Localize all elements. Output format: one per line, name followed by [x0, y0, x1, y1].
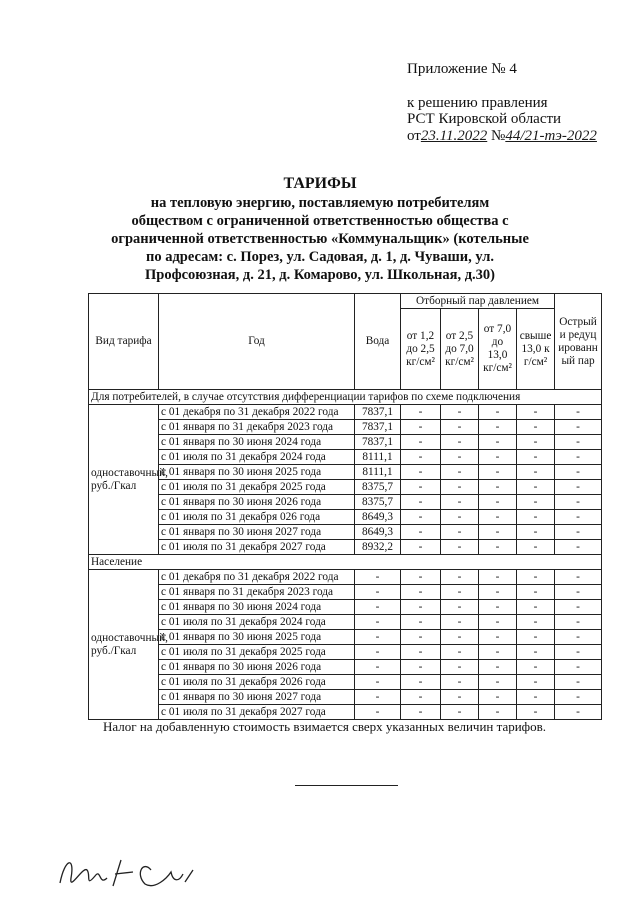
- water-value: 8932,2: [355, 540, 401, 555]
- appendix-number: Приложение № 4: [407, 61, 517, 77]
- dash-cell: -: [401, 435, 441, 450]
- dash-cell: -: [479, 600, 517, 615]
- dash-cell: -: [479, 450, 517, 465]
- dash-cell: -: [555, 435, 602, 450]
- dash-cell: -: [555, 600, 602, 615]
- period-cell: с 01 января по 30 июня 2024 года: [159, 435, 355, 450]
- dash-cell: -: [441, 600, 479, 615]
- dash-cell: -: [479, 510, 517, 525]
- table-row: [89, 645, 602, 660]
- water-value: 8375,7: [355, 480, 401, 495]
- dash-cell: -: [555, 495, 602, 510]
- water-value: 8375,7: [355, 495, 401, 510]
- dash-cell: -: [517, 450, 555, 465]
- dash-cell: -: [517, 645, 555, 660]
- dash-cell: -: [401, 525, 441, 540]
- dash-cell: -: [517, 405, 555, 420]
- appendix-no: №: [491, 128, 506, 144]
- dash-cell: -: [555, 420, 602, 435]
- header-sharp-steam: Острый и редуцированный пар: [555, 294, 602, 390]
- dash-cell: -: [479, 585, 517, 600]
- section2-body: [89, 570, 602, 720]
- dash-cell: -: [441, 480, 479, 495]
- dash-cell: -: [479, 705, 517, 720]
- dash-cell: -: [555, 705, 602, 720]
- dash-cell: -: [401, 615, 441, 630]
- water-value: 8111,1: [355, 450, 401, 465]
- table-row: [89, 450, 602, 465]
- dash-cell: -: [441, 450, 479, 465]
- dash-cell: -: [355, 600, 401, 615]
- period-cell: с 01 января по 30 июня 2027 года: [159, 525, 355, 540]
- dash-cell: -: [517, 495, 555, 510]
- signature-image: [55, 848, 195, 898]
- period-cell: с 01 июля по 31 декабря 2024 года: [159, 450, 355, 465]
- dash-cell: -: [355, 615, 401, 630]
- dash-cell: -: [479, 660, 517, 675]
- dash-cell: -: [517, 675, 555, 690]
- dash-cell: -: [441, 585, 479, 600]
- header-water: Вода: [355, 294, 401, 390]
- water-value: 7837,1: [355, 435, 401, 450]
- dash-cell: -: [441, 495, 479, 510]
- period-cell: с 01 июля по 31 декабря 2024 года: [159, 615, 355, 630]
- dash-cell: -: [355, 690, 401, 705]
- dash-cell: -: [555, 645, 602, 660]
- period-cell: с 01 января по 30 июня 2026 года: [159, 495, 355, 510]
- dash-cell: -: [555, 405, 602, 420]
- dash-cell: -: [401, 705, 441, 720]
- dash-cell: -: [479, 645, 517, 660]
- header-p4: свыше 13,0 кг/см²: [517, 309, 555, 390]
- dash-cell: -: [517, 420, 555, 435]
- dash-cell: -: [479, 525, 517, 540]
- table-row: [89, 630, 602, 645]
- dash-cell: -: [479, 675, 517, 690]
- dash-cell: -: [401, 510, 441, 525]
- dash-cell: -: [479, 540, 517, 555]
- dash-cell: -: [441, 510, 479, 525]
- dash-cell: -: [555, 675, 602, 690]
- dash-cell: -: [479, 465, 517, 480]
- dash-cell: -: [555, 630, 602, 645]
- dash-cell: -: [517, 540, 555, 555]
- period-cell: с 01 января по 30 июня 2025 года: [159, 465, 355, 480]
- dash-cell: -: [479, 480, 517, 495]
- tariff-table: [88, 293, 602, 720]
- dash-cell: -: [517, 615, 555, 630]
- appendix-date-line: [407, 128, 597, 145]
- period-cell: с 01 января по 31 декабря 2023 года: [159, 585, 355, 600]
- tariff-type: одноставочный, руб./Гкал: [89, 570, 159, 720]
- dash-cell: -: [555, 585, 602, 600]
- appendix-date: 23.11.2022: [420, 128, 488, 144]
- dash-cell: -: [517, 600, 555, 615]
- section1-body: [89, 405, 602, 555]
- dash-cell: -: [479, 690, 517, 705]
- dash-cell: -: [479, 630, 517, 645]
- dash-cell: -: [555, 510, 602, 525]
- table-row: [89, 615, 602, 630]
- section1-label: Для потребителей, в случае отсутствия дифференциации тарифов по схеме подключения: [89, 390, 602, 405]
- table-row: [89, 510, 602, 525]
- dash-cell: -: [441, 435, 479, 450]
- water-value: 8649,3: [355, 510, 401, 525]
- table-row: [89, 435, 602, 450]
- dash-cell: -: [479, 420, 517, 435]
- doc-title: ТАРИФЫ: [283, 175, 357, 192]
- dash-cell: -: [401, 420, 441, 435]
- table-row: [89, 675, 602, 690]
- table-row: [89, 405, 602, 420]
- dash-cell: -: [441, 645, 479, 660]
- dash-cell: -: [401, 690, 441, 705]
- dash-cell: -: [555, 465, 602, 480]
- divider-line: [295, 785, 398, 786]
- dash-cell: -: [355, 630, 401, 645]
- dash-cell: -: [401, 600, 441, 615]
- dash-cell: -: [555, 540, 602, 555]
- water-value: 7837,1: [355, 420, 401, 435]
- dash-cell: -: [517, 510, 555, 525]
- dash-cell: -: [441, 630, 479, 645]
- dash-cell: -: [401, 660, 441, 675]
- dash-cell: -: [479, 435, 517, 450]
- dash-cell: -: [517, 660, 555, 675]
- tariff-type: одноставочный, руб./Гкал: [89, 405, 159, 555]
- table-row: [89, 570, 602, 585]
- appendix-line2: РСТ Кировской области: [407, 111, 562, 127]
- dash-cell: -: [555, 450, 602, 465]
- title-line-4: по адресам: с. Порез, ул. Садовая, д. 1, д. Чуваши, ул.: [145, 249, 494, 265]
- table-row: [89, 480, 602, 495]
- dash-cell: -: [555, 570, 602, 585]
- period-cell: с 01 января по 30 июня 2026 года: [159, 660, 355, 675]
- table-row: [89, 540, 602, 555]
- header-p2: от 2,5 до 7,0 кг/см²: [441, 309, 479, 390]
- table-row: [89, 660, 602, 675]
- dash-cell: -: [441, 525, 479, 540]
- dash-cell: -: [479, 405, 517, 420]
- dash-cell: -: [517, 435, 555, 450]
- period-cell: с 01 июля по 31 декабря 2027 года: [159, 540, 355, 555]
- header-p3: от 7,0 до 13,0 кг/см²: [479, 309, 517, 390]
- dash-cell: -: [441, 570, 479, 585]
- dash-cell: -: [517, 705, 555, 720]
- table-row: [89, 465, 602, 480]
- dash-cell: -: [441, 615, 479, 630]
- dash-cell: -: [355, 585, 401, 600]
- water-value: 7837,1: [355, 405, 401, 420]
- section2-label: Население: [89, 555, 602, 570]
- table-row: [89, 690, 602, 705]
- period-cell: с 01 июля по 31 декабря 2026 года: [159, 675, 355, 690]
- dash-cell: -: [479, 495, 517, 510]
- water-value: 8649,3: [355, 525, 401, 540]
- dash-cell: -: [517, 630, 555, 645]
- period-cell: с 01 декабря по 31 декабря 2022 года: [159, 405, 355, 420]
- dash-cell: -: [555, 525, 602, 540]
- dash-cell: -: [401, 480, 441, 495]
- title-line-2: обществом с ограниченной ответственностью общества с: [131, 213, 509, 229]
- dash-cell: -: [355, 705, 401, 720]
- dash-cell: -: [401, 465, 441, 480]
- dash-cell: -: [441, 675, 479, 690]
- title-line-5: Профсоюзная, д. 21, д. Комарово, ул. Школьная, д.30): [144, 267, 496, 283]
- dash-cell: -: [517, 690, 555, 705]
- period-cell: с 01 июля по 31 декабря 2025 года: [159, 480, 355, 495]
- period-cell: с 01 июля по 31 декабря 2025 года: [159, 645, 355, 660]
- dash-cell: -: [517, 585, 555, 600]
- dash-cell: -: [401, 675, 441, 690]
- period-cell: с 01 января по 30 июня 2025 года: [159, 630, 355, 645]
- title-line-1: на тепловую энергию, поставляемую потребителям: [150, 195, 490, 211]
- period-cell: с 01 января по 30 июня 2027 года: [159, 690, 355, 705]
- header-year: Год: [159, 294, 355, 390]
- dash-cell: -: [401, 405, 441, 420]
- dash-cell: -: [517, 525, 555, 540]
- dash-cell: -: [355, 645, 401, 660]
- dash-cell: -: [479, 570, 517, 585]
- dash-cell: -: [479, 615, 517, 630]
- dash-cell: -: [355, 675, 401, 690]
- dash-cell: -: [517, 480, 555, 495]
- dash-cell: -: [401, 450, 441, 465]
- dash-cell: -: [401, 645, 441, 660]
- header-p1: от 1,2 до 2,5 кг/см²: [401, 309, 441, 390]
- dash-cell: -: [355, 660, 401, 675]
- period-cell: с 01 января по 30 июня 2024 года: [159, 600, 355, 615]
- header-steam: Отборный пар давлением: [401, 294, 555, 309]
- appendix-decision-no: 44/21-тэ-2022: [505, 128, 597, 144]
- title-line-3: ограниченной ответственностью «Коммунальщик» (котельные: [111, 231, 529, 247]
- dash-cell: -: [401, 570, 441, 585]
- dash-cell: -: [441, 540, 479, 555]
- table-row: [89, 585, 602, 600]
- dash-cell: -: [555, 690, 602, 705]
- dash-cell: -: [401, 540, 441, 555]
- dash-cell: -: [517, 465, 555, 480]
- table-row: [89, 600, 602, 615]
- appendix-line1: к решению правления: [407, 95, 548, 111]
- dash-cell: -: [401, 585, 441, 600]
- table-row: [89, 525, 602, 540]
- water-value: 8111,1: [355, 465, 401, 480]
- dash-cell: -: [555, 615, 602, 630]
- period-cell: с 01 июля по 31 декабря 026 года: [159, 510, 355, 525]
- dash-cell: -: [441, 420, 479, 435]
- dash-cell: -: [441, 705, 479, 720]
- table-row: [89, 705, 602, 720]
- vat-note: Налог на добавленную стоимость взимается сверх указанных величин тарифов.: [103, 719, 546, 734]
- period-cell: с 01 января по 31 декабря 2023 года: [159, 420, 355, 435]
- dash-cell: -: [441, 405, 479, 420]
- period-cell: с 01 декабря по 31 декабря 2022 года: [159, 570, 355, 585]
- header-type: Вид тарифа: [89, 294, 159, 390]
- dash-cell: -: [555, 660, 602, 675]
- dash-cell: -: [555, 480, 602, 495]
- appendix-from: от: [407, 128, 421, 144]
- dash-cell: -: [401, 630, 441, 645]
- dash-cell: -: [355, 570, 401, 585]
- dash-cell: -: [401, 495, 441, 510]
- table-row: [89, 495, 602, 510]
- dash-cell: -: [517, 570, 555, 585]
- period-cell: с 01 июля по 31 декабря 2027 года: [159, 705, 355, 720]
- dash-cell: -: [441, 690, 479, 705]
- dash-cell: -: [441, 465, 479, 480]
- table-row: [89, 420, 602, 435]
- dash-cell: -: [441, 660, 479, 675]
